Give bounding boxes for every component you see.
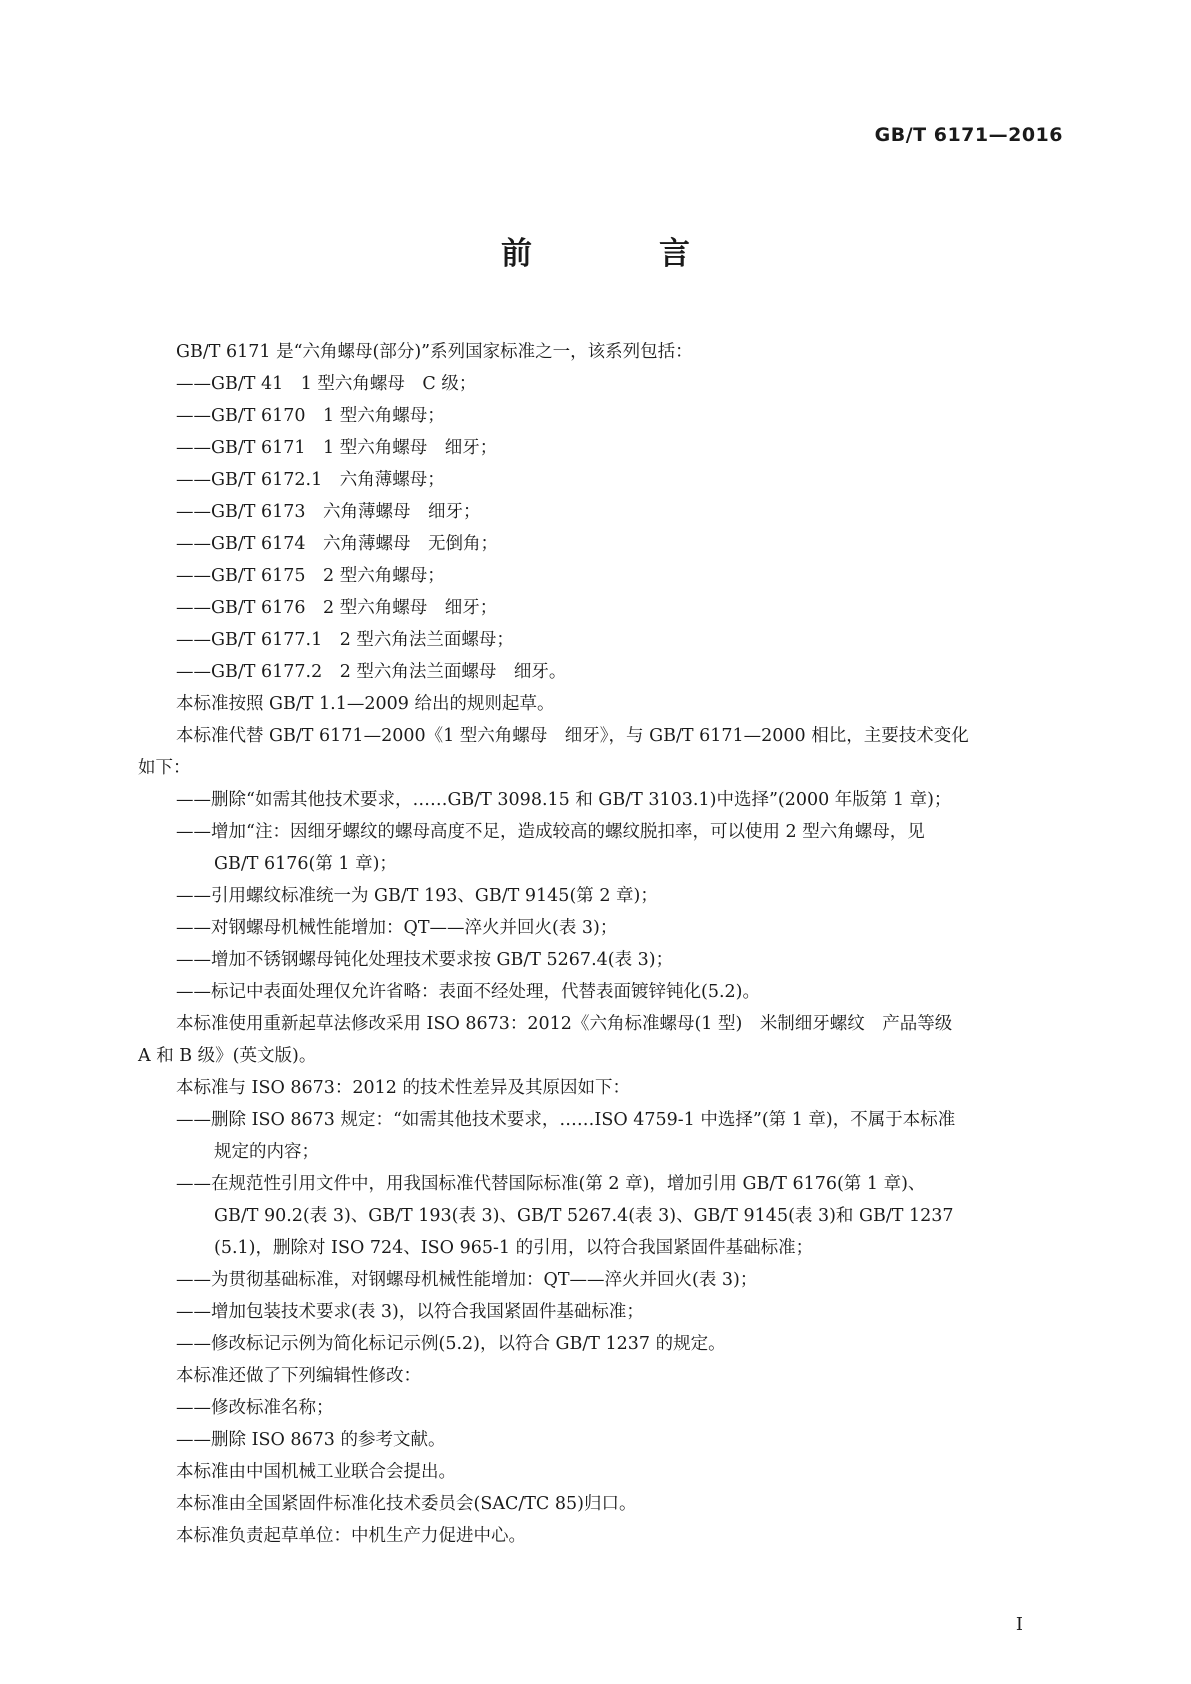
- list-item: ——GB/T 6172.1 六角薄螺母；: [176, 470, 445, 490]
- paragraph-line: 本标准与 ISO 8673：2012 的技术性差异及其原因如下：: [176, 1078, 631, 1098]
- list-item: ——增加包装技术要求(表 3)，以符合我国紧固件基础标准；: [176, 1302, 644, 1322]
- list-item: ——删除“如需其他技术要求，……GB/T 3098.15 和 GB/T 3103.1)中选择”(2000 年版第 1 章)；: [176, 790, 952, 810]
- paragraph-line: 规定的内容；: [214, 1142, 319, 1162]
- list-item: ——GB/T 6177.1 2 型六角法兰面螺母；: [176, 630, 514, 650]
- paragraph-line: (5.1)，删除对 ISO 724、ISO 965-1 的引用，以符合我国紧固件基础标准；: [214, 1238, 814, 1258]
- paragraph-line: GB/T 6171 是“六角螺母(部分)”系列国家标准之一，该系列包括：: [176, 342, 693, 362]
- list-item: ——增加不锈钢螺母钝化处理技术要求按 GB/T 5267.4(表 3)；: [176, 950, 674, 970]
- paragraph-line: 本标准使用重新起草法修改采用 ISO 8673：2012《六角标准螺母(1 型) 米制细牙螺纹 产品等级: [176, 1014, 953, 1034]
- list-item: ——GB/T 6175 2 型六角螺母；: [176, 566, 445, 586]
- list-item: ——GB/T 6174 六角薄螺母 无倒角；: [176, 534, 499, 554]
- list-item: ——对钢螺母机械性能增加：QT——淬火并回火(表 3)；: [176, 918, 618, 938]
- page-number: I: [1015, 1614, 1023, 1635]
- list-item: ——删除 ISO 8673 规定：“如需其他技术要求，……ISO 4759-1 中选择”(第 1 章)，不属于本标准: [176, 1110, 956, 1130]
- list-item: ——在规范性引用文件中，用我国标准代替国际标准(第 2 章)，增加引用 GB/T 6176(第 1 章)、: [176, 1174, 926, 1194]
- paragraph-line: GB/T 90.2(表 3)、GB/T 193(表 3)、GB/T 5267.4(表 3)、GB/T 9145(表 3)和 GB/T 1237: [214, 1206, 954, 1226]
- list-item: ——GB/T 6170 1 型六角螺母；: [176, 406, 445, 426]
- paragraph-line: 本标准由全国紧固件标准化技术委员会(SAC/TC 85)归口。: [176, 1494, 637, 1514]
- page-title: 前 言: [501, 236, 738, 272]
- paragraph-line: 本标准负责起草单位：中机生产力促进中心。: [176, 1526, 526, 1546]
- list-item: ——GB/T 6171 1 型六角螺母 细牙；: [176, 438, 498, 458]
- paragraph-line: 本标准按照 GB/T 1.1—2009 给出的规则起草。: [176, 694, 555, 714]
- list-item: ——GB/T 6176 2 型六角螺母 细牙；: [176, 598, 498, 618]
- paragraph-line: 本标准还做了下列编辑性修改：: [176, 1366, 421, 1386]
- list-item: ——修改标准名称；: [176, 1398, 334, 1418]
- standard-code: GB/T 6171—2016: [874, 124, 1063, 146]
- paragraph-line: 本标准由中国机械工业联合会提出。: [176, 1462, 456, 1482]
- list-item: ——标记中表面处理仅允许省略：表面不经处理，代替表面镀锌钝化(5.2)。: [176, 982, 760, 1002]
- list-item: ——GB/T 6177.2 2 型六角法兰面螺母 细牙。: [176, 662, 567, 682]
- paragraph-line: A 和 B 级》(英文版)。: [138, 1046, 317, 1066]
- paragraph-line: GB/T 6176(第 1 章)；: [214, 854, 397, 874]
- foreword-body: [138, 336, 1062, 1552]
- list-item: ——修改标记示例为简化标记示例(5.2)，以符合 GB/T 1237 的规定。: [176, 1334, 726, 1354]
- list-item: ——GB/T 6173 六角薄螺母 细牙；: [176, 502, 481, 522]
- list-item: ——删除 ISO 8673 的参考文献。: [176, 1430, 446, 1450]
- list-item: ——增加“注：因细牙螺纹的螺母高度不足，造成较高的螺纹脱扣率，可以使用 2 型六角螺母，见: [176, 822, 925, 842]
- list-item: ——为贯彻基础标准，对钢螺母机械性能增加：QT——淬火并回火(表 3)；: [176, 1270, 758, 1290]
- list-item: ——GB/T 41 1 型六角螺母 C 级；: [176, 374, 477, 394]
- paragraph-line: 如下：: [138, 758, 191, 778]
- list-item: ——引用螺纹标准统一为 GB/T 193、GB/T 9145(第 2 章)；: [176, 886, 658, 906]
- paragraph-line: 本标准代替 GB/T 6171—2000《1 型六角螺母 细牙》，与 GB/T 6171—2000 相比，主要技术变化: [176, 726, 969, 746]
